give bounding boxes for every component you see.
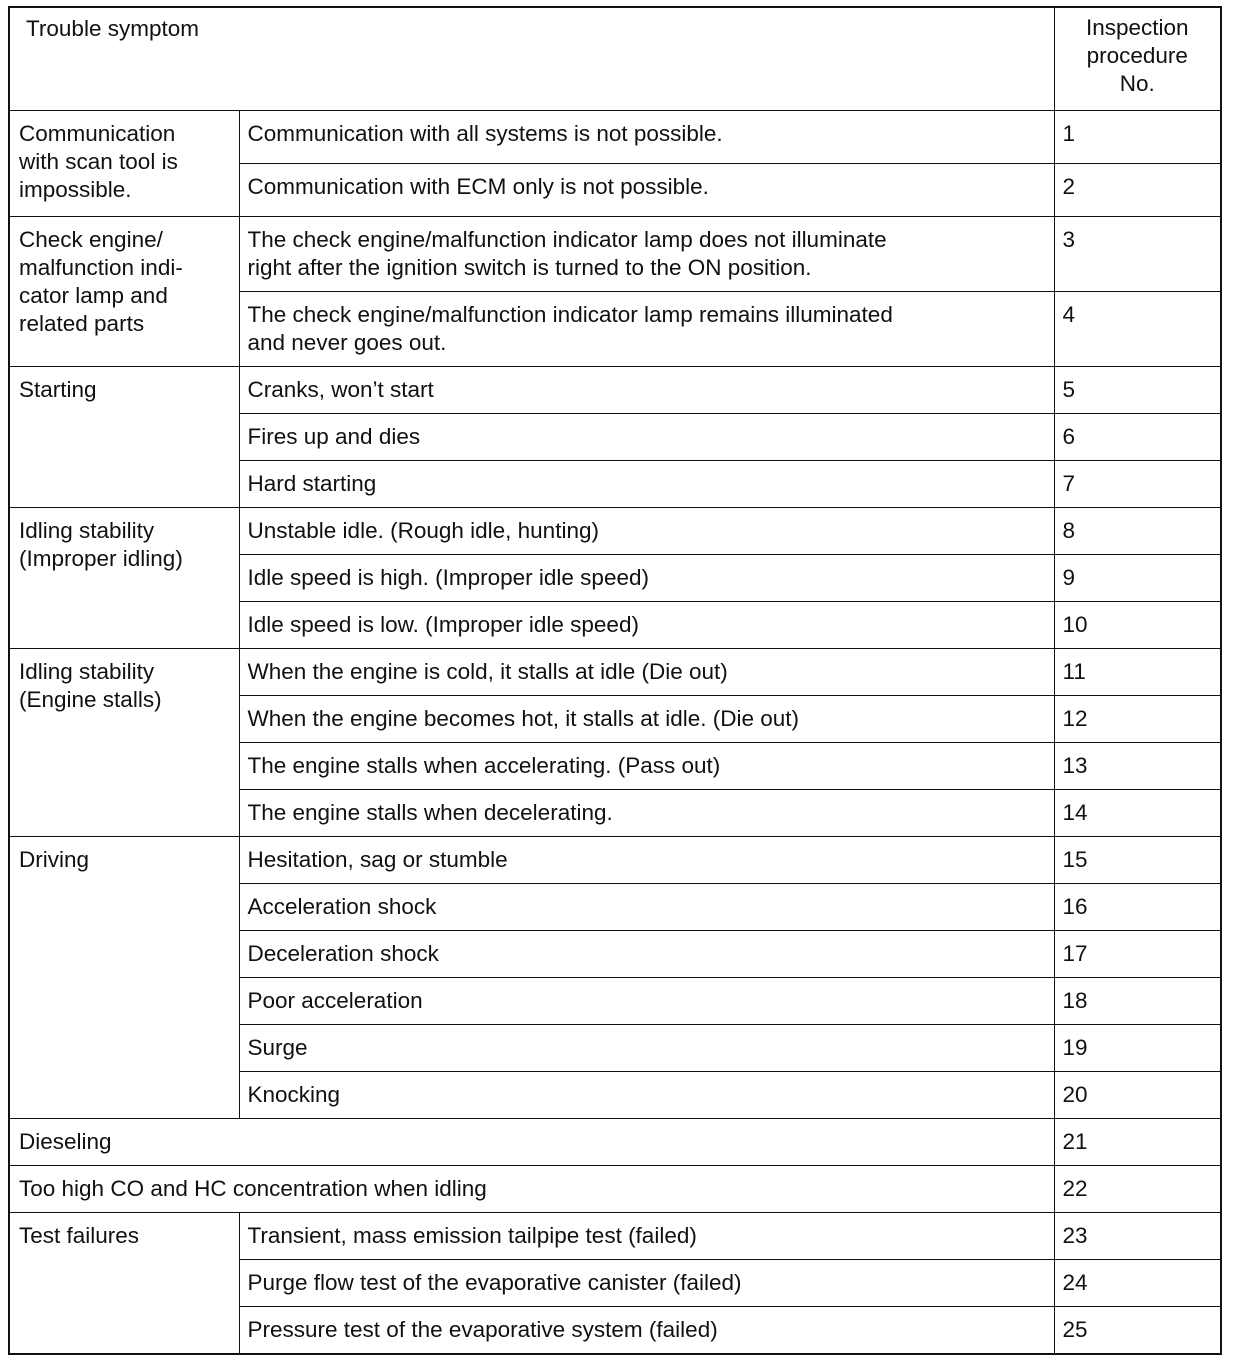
category-cell xyxy=(9,366,239,507)
table-row xyxy=(9,216,1221,291)
procedure-cell xyxy=(1054,648,1221,695)
header-symptom-cell xyxy=(9,7,1054,110)
procedure-cell xyxy=(1054,1118,1221,1165)
procedure-number: 1 xyxy=(1062,120,1076,146)
symptom-text: Hesitation, sag or stumble xyxy=(247,846,508,872)
table-row xyxy=(9,507,1221,554)
procedure-cell xyxy=(1054,1024,1221,1071)
category-cell xyxy=(9,836,239,1118)
procedure-number: 8 xyxy=(1062,517,1076,543)
procedure-cell xyxy=(1054,836,1221,883)
category-label: Idling stability (Engine stalls) xyxy=(19,658,162,712)
symptom-cell xyxy=(239,1259,1054,1306)
symptom-text: Pressure test of the evaporative system (failed) xyxy=(247,1316,718,1342)
symptom-cell xyxy=(239,695,1054,742)
procedure-number: 6 xyxy=(1062,423,1076,449)
procedure-number: 9 xyxy=(1062,564,1076,590)
procedure-number: 3 xyxy=(1062,226,1076,252)
category-label: Starting xyxy=(19,376,97,402)
procedure-cell xyxy=(1054,1259,1221,1306)
procedure-number: 19 xyxy=(1062,1034,1088,1060)
procedure-cell xyxy=(1054,366,1221,413)
procedure-number: 10 xyxy=(1062,611,1088,637)
procedure-number: 13 xyxy=(1062,752,1088,778)
procedure-cell xyxy=(1054,460,1221,507)
table-body xyxy=(9,7,1221,1354)
symptom-cell xyxy=(239,1306,1054,1354)
symptom-cell xyxy=(239,507,1054,554)
symptom-text: Purge flow test of the evaporative canister (failed) xyxy=(247,1269,742,1295)
procedure-cell xyxy=(1054,695,1221,742)
category-label: Driving xyxy=(19,846,90,872)
procedure-number: 21 xyxy=(1062,1128,1088,1154)
procedure-cell xyxy=(1054,216,1221,291)
symptom-text: Idle speed is low. (Improper idle speed) xyxy=(247,611,639,637)
category-label: Dieseling xyxy=(19,1128,112,1154)
procedure-cell xyxy=(1054,413,1221,460)
symptom-cell xyxy=(239,554,1054,601)
category-cell xyxy=(9,1118,1054,1165)
table-row xyxy=(9,110,1221,163)
procedure-number: 17 xyxy=(1062,940,1088,966)
table-row xyxy=(9,366,1221,413)
symptom-text: The engine stalls when accelerating. (Pass out) xyxy=(247,752,721,778)
procedure-number: 2 xyxy=(1062,173,1076,199)
category-cell xyxy=(9,507,239,648)
procedure-number: 14 xyxy=(1062,799,1088,825)
table-row xyxy=(9,1212,1221,1259)
table-row xyxy=(9,648,1221,695)
symptom-cell xyxy=(239,930,1054,977)
symptom-text: Cranks, won’t start xyxy=(247,376,434,402)
symptom-text: Deceleration shock xyxy=(247,940,439,966)
procedure-number: 15 xyxy=(1062,846,1088,872)
category-cell xyxy=(9,216,239,366)
procedure-cell xyxy=(1054,789,1221,836)
procedure-cell xyxy=(1054,110,1221,163)
symptom-text: Transient, mass emission tailpipe test (failed) xyxy=(247,1222,697,1248)
procedure-cell xyxy=(1054,930,1221,977)
symptom-text: Acceleration shock xyxy=(247,893,437,919)
procedure-cell xyxy=(1054,163,1221,216)
category-label: Too high CO and HC concentration when idling xyxy=(19,1175,487,1201)
procedure-number: 25 xyxy=(1062,1316,1088,1342)
header-procedure-cell xyxy=(1054,7,1221,110)
procedure-number: 16 xyxy=(1062,893,1088,919)
symptom-cell xyxy=(239,836,1054,883)
procedure-cell xyxy=(1054,601,1221,648)
symptom-cell xyxy=(239,163,1054,216)
symptom-cell xyxy=(239,110,1054,163)
procedure-number: 23 xyxy=(1062,1222,1088,1248)
symptom-text: When the engine is cold, it stalls at idle (Die out) xyxy=(247,658,728,684)
procedure-cell xyxy=(1054,1165,1221,1212)
symptom-text: Communication with all systems is not possible. xyxy=(247,120,723,146)
procedure-number: 20 xyxy=(1062,1081,1088,1107)
procedure-number: 22 xyxy=(1062,1175,1088,1201)
symptom-text: Knocking xyxy=(247,1081,341,1107)
procedure-number: 18 xyxy=(1062,987,1088,1013)
procedure-cell xyxy=(1054,883,1221,930)
category-cell xyxy=(9,1212,239,1354)
symptom-cell xyxy=(239,1212,1054,1259)
symptom-cell xyxy=(239,648,1054,695)
category-cell xyxy=(9,1165,1054,1212)
symptom-text: Communication with ECM only is not possible. xyxy=(247,173,709,199)
symptom-cell xyxy=(239,1024,1054,1071)
symptom-cell xyxy=(239,1071,1054,1118)
procedure-number: 5 xyxy=(1062,376,1076,402)
symptom-cell xyxy=(239,789,1054,836)
procedure-number: 7 xyxy=(1062,470,1076,496)
symptom-text: Surge xyxy=(247,1034,308,1060)
procedure-cell xyxy=(1054,977,1221,1024)
symptom-text: When the engine becomes hot, it stalls at idle. (Die out) xyxy=(247,705,800,731)
trouble-symptom-heading: Trouble symptom xyxy=(26,16,199,41)
symptom-cell xyxy=(239,460,1054,507)
symptom-text: The engine stalls when decelerating. xyxy=(247,799,613,825)
symptom-text: The check engine/malfunction indicator lamp remains illuminated and never goes out. xyxy=(247,301,893,355)
category-cell xyxy=(9,648,239,836)
table-row xyxy=(9,836,1221,883)
table-row xyxy=(9,1165,1221,1212)
category-cell xyxy=(9,110,239,216)
trouble-symptom-table xyxy=(8,6,1222,1355)
header-row xyxy=(9,7,1221,110)
symptom-cell xyxy=(239,601,1054,648)
symptom-text: The check engine/malfunction indicator lamp does not illuminate right after the ignition switch is turned to the ON position. xyxy=(247,226,887,280)
symptom-text: Poor acceleration xyxy=(247,987,423,1013)
category-label: Test failures xyxy=(19,1222,140,1248)
symptom-cell xyxy=(239,216,1054,291)
procedure-number: 12 xyxy=(1062,705,1088,731)
procedure-cell xyxy=(1054,291,1221,366)
procedure-cell xyxy=(1054,507,1221,554)
table-row xyxy=(9,1118,1221,1165)
symptom-cell xyxy=(239,977,1054,1024)
symptom-cell xyxy=(239,413,1054,460)
symptom-text: Hard starting xyxy=(247,470,377,496)
procedure-cell xyxy=(1054,1212,1221,1259)
inspection-procedure-heading: Inspection procedure No. xyxy=(1085,15,1189,96)
symptom-cell xyxy=(239,883,1054,930)
procedure-number: 4 xyxy=(1062,301,1076,327)
procedure-cell xyxy=(1054,1306,1221,1354)
category-label: Idling stability (Improper idling) xyxy=(19,517,183,571)
procedure-number: 11 xyxy=(1062,658,1086,684)
symptom-cell xyxy=(239,366,1054,413)
category-label: Check engine/ malfunction indi- cator lamp and related parts xyxy=(19,226,183,336)
symptom-cell xyxy=(239,291,1054,366)
procedure-cell xyxy=(1054,742,1221,789)
category-label: Communication with scan tool is impossible. xyxy=(19,120,178,202)
procedure-cell xyxy=(1054,1071,1221,1118)
procedure-cell xyxy=(1054,554,1221,601)
symptom-text: Fires up and dies xyxy=(247,423,421,449)
procedure-number: 24 xyxy=(1062,1269,1088,1295)
symptom-text: Unstable idle. (Rough idle, hunting) xyxy=(247,517,599,543)
symptom-text: Idle speed is high. (Improper idle speed) xyxy=(247,564,649,590)
symptom-cell xyxy=(239,742,1054,789)
